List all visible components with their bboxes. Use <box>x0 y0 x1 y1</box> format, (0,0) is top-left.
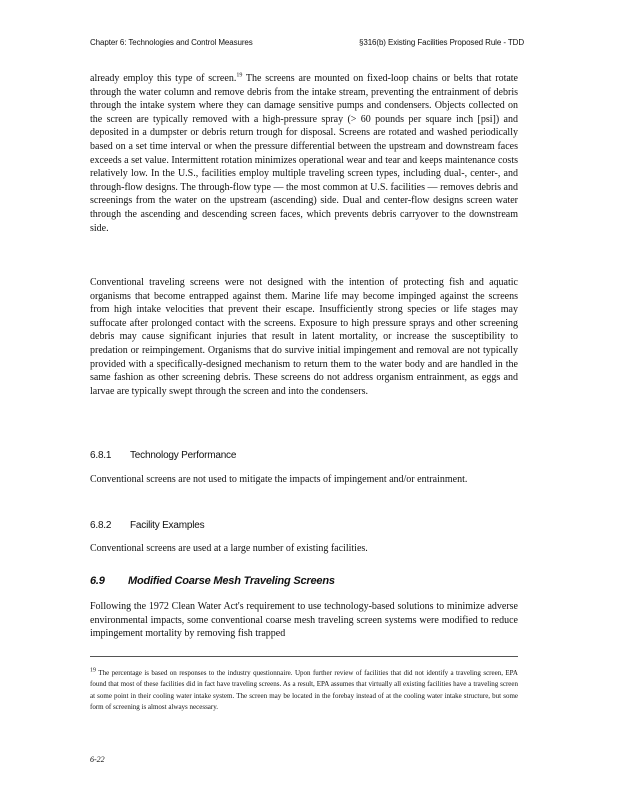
section-number: 6.9 <box>90 575 105 587</box>
paragraph-facility-examples: Conventional screens are used at a large number of existing facilities. <box>90 543 368 554</box>
footnote-marker: 19 <box>90 667 96 674</box>
section-heading-6-9 <box>90 575 335 587</box>
footnote-reference: 19 <box>236 72 243 79</box>
paragraph-traveling-screens <box>90 72 518 235</box>
paragraph-modified-screens: Following the 1972 Clean Water Act's requirement to use technology-based solutions to minimize adverse environmental impacts, some conventional coarse mesh traveling screen systems were modified to reduce impingement mortality by removing fish trapped <box>90 601 518 640</box>
section-heading-6-8-2 <box>90 520 204 531</box>
footnote-text: The percentage is based on responses to the industry questionnaire. Upon further review of facilities that did not identify a traveling screen, EPA found that most of these facilities did in fact have traveling screens. As a result, EPA assumes that virtually all existing facilities have a traveling screen at some point in their cooling water intake system. The screen may be located in the forebay instead of at the cooling water intake structure, but some form of screening is almost always necessary. <box>90 669 518 711</box>
section-heading-6-8-1 <box>90 450 236 461</box>
paragraph-text: already employ this type of screen. <box>90 73 237 84</box>
section-title: Modified Coarse Mesh Traveling Screens <box>128 575 335 587</box>
running-header-left: Chapter 6: Technologies and Control Measures <box>90 38 253 47</box>
footnote-divider <box>90 656 518 657</box>
footnote-19 <box>90 668 518 713</box>
paragraph-technology-performance: Conventional screens are not used to mitigate the impacts of impingement and/or entrainment. <box>90 474 468 485</box>
section-title: Facility Examples <box>130 520 205 531</box>
page-number: 6-22 <box>90 755 105 764</box>
running-header-right: §316(b) Existing Facilities Proposed Rule - TDD <box>359 38 524 47</box>
section-title: Technology Performance <box>130 450 237 461</box>
section-number: 6.8.2 <box>90 520 112 531</box>
paragraph-text: The screens are mounted on fixed-loop chains or belts that rotate through the water column and remove debris from the intake stream, preventing the entrainment of debris through the intake system where they can damage sensitive pumps and condensers. Objects collected on the screen are typically removed with a high-pressure spray (> 60 pounds per square inch [psi]) and deposited in a dumpster or debris return trough for disposal. Screens are rotated and washed periodically based on a set time interval or when the pressure differential between the upstream and downstream faces exceeds a set value. Intermittent rotation minimizes operational wear and tear and keeps maintenance costs relatively low. In the U.S., facilities employ multiple traveling screen types, including dual-, center-, and through-flow designs. The through-flow type — the most common at U.S. facilities — removes debris and screenings from the water on the upstream (ascending) side. Dual and center-flow designs screen water through the ascending and descending screen faces, which prevents debris carryover to the downstream side. <box>90 73 518 234</box>
paragraph-conventional-screens: Conventional traveling screens were not designed with the intention of protecting fish and aquatic organisms that become entrapped against them. Marine life may become impinged against the screens from high intake velocities that prevent their escape. Insufficiently strong species or life stages may suffocate after prolonged contact with the screens. Exposure to high pressure sprays and other screening debris may cause significant injuries that result in latent mortality, or increase the susceptibility to predation or reimpingement. Organisms that do survive initial impingement and removal are not typically provided with a specifically-designed mechanism to return them to the water body and are handled in the same fashion as other screening debris. These screens do not address organism entrainment, as eggs and larvae are typically swept through the screen and into the condensers. <box>90 277 518 397</box>
section-number: 6.8.1 <box>90 450 112 461</box>
